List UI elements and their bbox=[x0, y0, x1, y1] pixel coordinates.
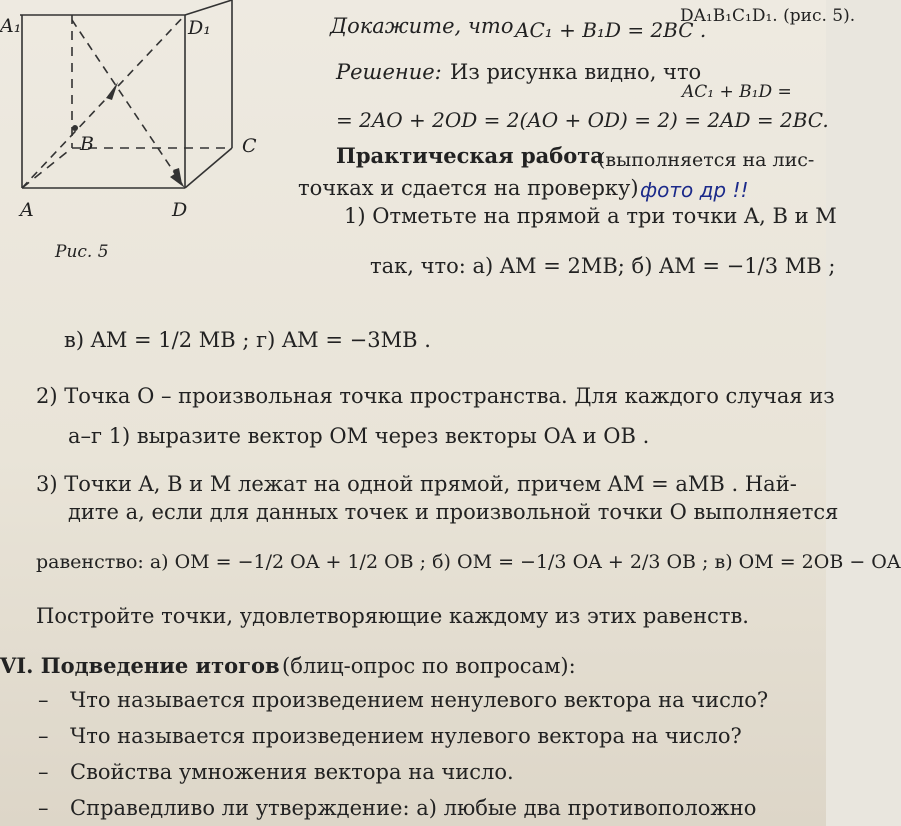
list-dash: – bbox=[38, 796, 49, 820]
list-item: Справедливо ли утверждение: а) любые два противоположно bbox=[70, 796, 757, 820]
item3-line4: Постройте точки, удовлетворяющие каждому из этих равенств. bbox=[36, 604, 749, 628]
label-c: C bbox=[242, 135, 257, 157]
figure-caption: Рис. 5 bbox=[55, 242, 109, 262]
item2-line1: 2) Точка O – произвольная точка пространства. Для каждого случая из bbox=[36, 384, 835, 408]
label-b: B bbox=[80, 133, 94, 155]
handwritten-note: фото др !! bbox=[640, 178, 749, 202]
summary-title: VI. Подведение итогов bbox=[0, 653, 280, 678]
diagonal-ac1 bbox=[22, 15, 185, 188]
arrow-diagonal bbox=[106, 82, 118, 100]
summary-subtitle: (блиц-опрос по вопросам): bbox=[282, 654, 576, 678]
list-dash: – bbox=[38, 760, 49, 784]
item2-line2: а–г 1) выразите вектор OM через векторы OA и OB . bbox=[68, 424, 650, 448]
list-dash: – bbox=[38, 688, 49, 712]
practical-note-2: точках и сдается на проверку) bbox=[298, 176, 639, 200]
item1-line3: в) AM = 1/2 MB ; г) AM = −3MB . bbox=[64, 328, 431, 352]
item1-line2: так, что: а) AM = 2MB; б) AM = −1/3 MB ; bbox=[370, 254, 836, 278]
diagonal-b1d bbox=[72, 20, 182, 184]
label-d1: D₁ bbox=[188, 17, 211, 39]
solution-line1-text: Из рисунка видно, что bbox=[450, 60, 702, 84]
list-item: Что называется произведением ненулевого вектора на число? bbox=[70, 688, 769, 712]
label-a: A bbox=[20, 199, 34, 221]
label-a1: A₁ bbox=[0, 15, 22, 37]
item1-line1: 1) Отметьте на прямой a три точки A, B и M bbox=[344, 204, 837, 228]
given-tail: DA₁B₁C₁D₁. (рис. 5). bbox=[680, 6, 856, 26]
prove-prefix: Докажите, что bbox=[330, 14, 514, 38]
label-d: D bbox=[172, 199, 188, 221]
item3-line3: равенство: а) OM = −1/2 OA + 1/2 OB ; б) OM = −1/3 OA + 2/3 OB ; в) OM = 2OB − OA bbox=[36, 551, 901, 573]
solution-line1-formula: AC₁ + B₁D = bbox=[682, 82, 792, 102]
list-item: Свойства умножения вектора на число. bbox=[70, 760, 514, 784]
item3-line1: 3) Точки A, B и M лежат на одной прямой, причем AM = aMB . Най- bbox=[36, 472, 797, 496]
edge-d-c bbox=[185, 148, 232, 188]
edge-a-b-hidden bbox=[22, 148, 72, 188]
point-o bbox=[72, 125, 78, 131]
item3-line2: дите a, если для данных точек и произвольной точки O выполняется bbox=[68, 500, 839, 524]
solution-label: Решение: bbox=[336, 60, 442, 84]
solution-line2-formula: = 2AO + 2OD = 2(AO + OD) = 2) = 2AD = 2BC. bbox=[336, 108, 829, 132]
list-item: Что называется произведением нулевого вектора на число? bbox=[70, 724, 742, 748]
prove-formula: AC₁ + B₁D = 2BC . bbox=[515, 18, 707, 42]
list-dash: – bbox=[38, 724, 49, 748]
practical-title: Практическая работа bbox=[336, 143, 604, 168]
practical-note-1: (выполняется на лис- bbox=[598, 149, 815, 171]
